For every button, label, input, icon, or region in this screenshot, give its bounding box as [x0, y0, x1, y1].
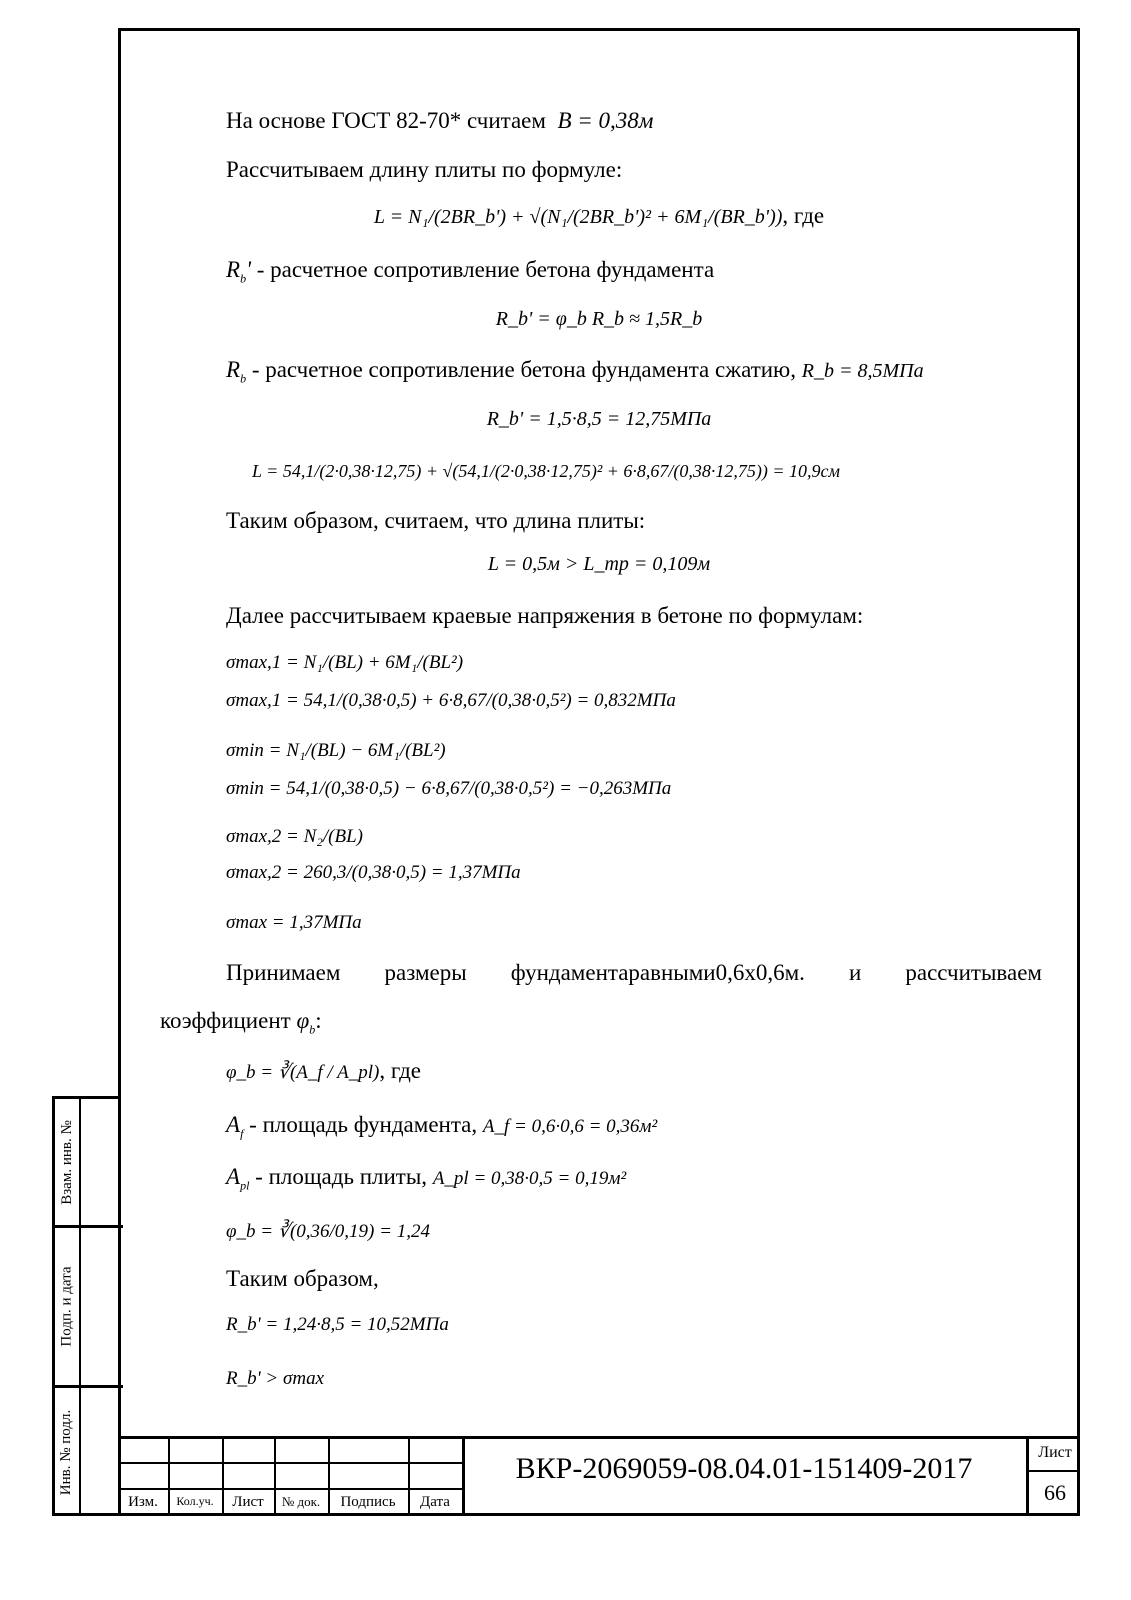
formula-l: L = N₁/(2BR_b') + √(N₁/(2BR_b')² + 6M₁/(BR_b')): [373, 206, 783, 228]
formula-apl: A_pl = 0,38·0,5 = 0,19м²: [432, 1168, 627, 1189]
sheet-number: 66: [1044, 1480, 1066, 1505]
formula-phi-calc: φ_b = ∛(0,36/0,19) = 1,24: [226, 1221, 430, 1242]
text-af: $A_f$ - площадь фундамента, A_f = 0,6·0,6 = 0,36м²: [226, 1112, 658, 1141]
formula-smax2-calc: σmax,2 = 260,3/(0,38·0,5) = 1,37МПа: [226, 862, 521, 883]
formula-rb-prime-def: R_b' = φ_b R_b ≈ 1,5R_b: [495, 308, 703, 330]
stamp-col-izm: Изм.: [128, 1494, 158, 1510]
formula-smax1-calc: σmax,1 = 54,1/(0,38·0,5) + 6·8,67/(0,38·0,5²) = 0,832МПа: [226, 690, 676, 711]
title-block: [118, 1436, 1080, 1516]
formula-l-accept: L = 0,5м > L_тр = 0,109м: [487, 553, 711, 575]
formula-l-calc: L = 54,1/(2·0,38·12,75) + √(54,1/(2·0,38·12,75)² + 6·8,67/(0,38·12,75)) = 10,9см: [252, 461, 840, 481]
stamp-col-kolvo: Кол.уч.: [176, 1494, 214, 1508]
text-gost: На основе ГОСТ 82-70* считаем B = 0,38м: [226, 108, 654, 133]
formula-phi: φ_b = ∛(A_f / A_pl): [226, 1062, 380, 1083]
formula-smax2: σmax,2 = N₂/(BL): [226, 826, 363, 847]
text-apl: $A_{pl}$ - площадь плиты, A_pl = 0,38·0,5 = 0,19м²: [226, 1164, 627, 1193]
formula-smax: σmax = 1,37МПа: [226, 912, 362, 933]
stamp-col-list: Лист: [232, 1494, 264, 1510]
text-next-stress: Далее рассчитываем краевые напряжения в бетоне по формулам:: [226, 603, 864, 628]
formula-smin: σmin = N₁/(BL) − 6M₁/(BL²): [226, 740, 446, 761]
text-length-intro: Рассчитываем длину плиты по формуле:: [226, 157, 623, 182]
formula-rb-compare: R_b' > σmax: [226, 1368, 325, 1389]
side-podp: Подп. и дата: [58, 1265, 75, 1347]
document-code: ВКР-2069059-08.04.01-151409-2017: [515, 1452, 973, 1485]
formula-rb-final: R_b' = 1,24·8,5 = 10,52МПа: [226, 1314, 449, 1335]
formula-l-row: L = N₁/(2BR_b') + √(N₁/(2BR_b')² + 6M₁/(BR_b')), где: [373, 203, 825, 228]
sheet-label: Лист: [1038, 1444, 1072, 1461]
text-rb-prime: $R_b'$ - расчетное сопротивление бетона фундамента: [226, 257, 715, 286]
text-thus: Таким образом,: [226, 1266, 379, 1291]
text-thus-length: Таким образом, считаем, что длина плиты:: [226, 508, 646, 533]
side-vzam: Взам. инв. №: [58, 1119, 75, 1205]
formula-rb-prime-value: R_b' = 1,5·8,5 = 12,75МПа: [486, 408, 712, 430]
stamp-col-podpis: Подпись: [340, 1494, 396, 1510]
formula-rb-value: R_b = 8,5МПа: [801, 360, 924, 382]
side-stamp: [52, 1096, 118, 1516]
stamp-col-data: Дата: [420, 1494, 450, 1510]
formula-smax1: σmax,1 = N₁/(BL) + 6M₁/(BL²): [226, 652, 464, 673]
formula-phi-row: φ_b = ∛(A_f / A_pl), где: [226, 1058, 422, 1083]
formula-b: B = 0,38м: [557, 108, 654, 133]
formula-smin-calc: σmin = 54,1/(0,38·0,5) − 6·8,67/(0,38·0,5²) = −0,263МПа: [226, 778, 672, 799]
formula-af: A_f = 0,6·0,6 = 0,36м²: [482, 1116, 658, 1137]
page-frame: [118, 28, 1080, 1516]
stamp-col-doc: № док.: [281, 1494, 321, 1509]
text-rb: $R_b$ - расчетное сопротивление бетона фундамента сжатию, R_b = 8,5МПа: [226, 357, 924, 386]
text-accept: Принимаем размеры фундаментаравными0,6х0,6м. и рассчитываем: [226, 960, 1042, 985]
side-inv: Инв. № подл.: [58, 1409, 75, 1495]
text-coef: коэффициент $\varphi_b$:: [160, 1008, 322, 1037]
